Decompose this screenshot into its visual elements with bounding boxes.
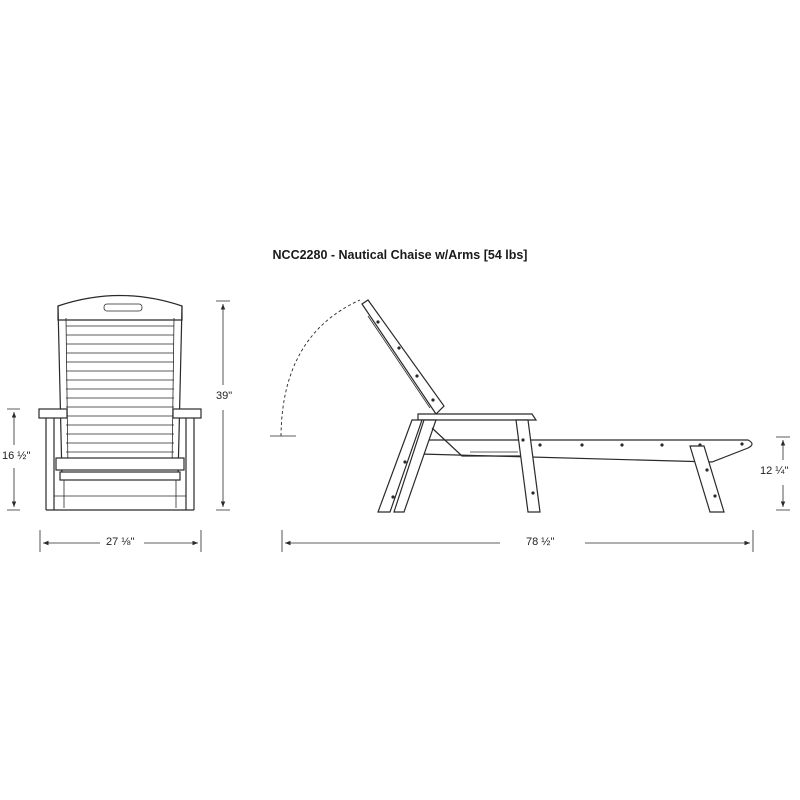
label-overall-height: 39" bbox=[216, 390, 233, 402]
left-arm bbox=[39, 409, 67, 418]
front-seat bbox=[56, 458, 184, 470]
side-view bbox=[270, 300, 752, 512]
right-arm bbox=[173, 409, 201, 418]
product-title: NCC2280 - Nautical Chaise w/Arms [54 lbs] bbox=[272, 248, 528, 262]
label-front-seat-height: 16 ½" bbox=[2, 450, 31, 462]
dim-side-length bbox=[282, 530, 753, 552]
front-slats bbox=[66, 326, 174, 452]
label-front-width: 27 ⅛" bbox=[106, 536, 135, 548]
label-side-seat-height: 12 ¼" bbox=[760, 465, 789, 477]
front-view bbox=[39, 296, 201, 511]
recline-arc bbox=[281, 300, 360, 436]
label-side-length: 78 ½" bbox=[526, 536, 555, 548]
front-back-top bbox=[58, 296, 182, 321]
side-armrest bbox=[418, 414, 536, 420]
dim-overall-height bbox=[216, 301, 230, 510]
side-backrest bbox=[362, 300, 444, 414]
front-arm-support bbox=[516, 420, 540, 512]
